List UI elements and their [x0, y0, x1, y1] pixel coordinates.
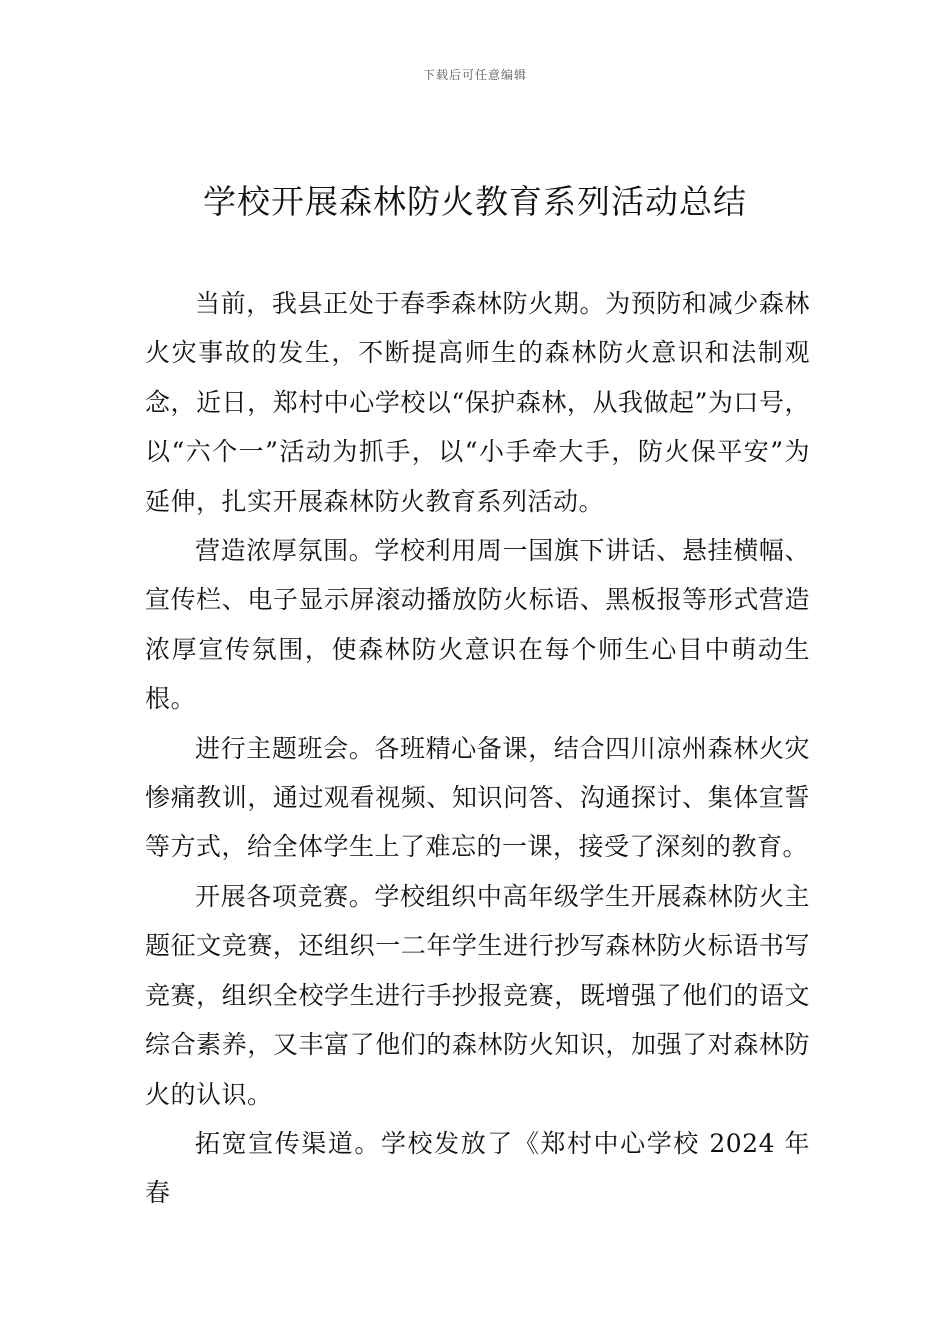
paragraph-intro: 当前，我县正处于春季森林防火期。为预防和减少森林火灾事故的发生，不断提高师生的森林防火意识和法制观念，近日，郑村中心学校以“保护森林，从我做起”为口号，以“六个一”活动为抓手，以“小手牵大手，防火保平安”为延伸，扎实开展森林防火教育系列活动。: [145, 289, 810, 516]
paragraph-publicity: 拓宽宣传渠道。学校发放了《郑村中心学校 2024 年春: [145, 1128, 810, 1208]
paragraph-competitions: 开展各项竞赛。学校组织中高年级学生开展森林防火主题征文竞赛，还组织一二年学生进行抄写森林防火标语书写竞赛，组织全校学生进行手抄报竞赛，既增强了他们的语文综合素养，又丰富了他们的森林防火知识，加强了对森林防火的认识。: [145, 881, 810, 1109]
paragraph-atmosphere: 营造浓厚氛围。学校利用周一国旗下讲话、悬挂横幅、宣传栏、电子显示屏滚动播放防火标语、黑板报等形式营造浓厚宣传氛围，使森林防火意识在每个师生心目中萌动生根。: [145, 536, 810, 714]
paragraph-class-meeting: 进行主题班会。各班精心备课，结合四川凉州森林火灾惨痛教训，通过观看视频、知识问答、沟通探讨、集体宣誓等方式，给全体学生上了难忘的一课，接受了深刻的教育。: [145, 733, 810, 862]
page-header-note: 下载后可任意编辑: [422, 68, 527, 82]
document-body: [145, 279, 810, 1218]
document-title: 学校开展森林防火教育系列活动总结: [203, 182, 747, 221]
